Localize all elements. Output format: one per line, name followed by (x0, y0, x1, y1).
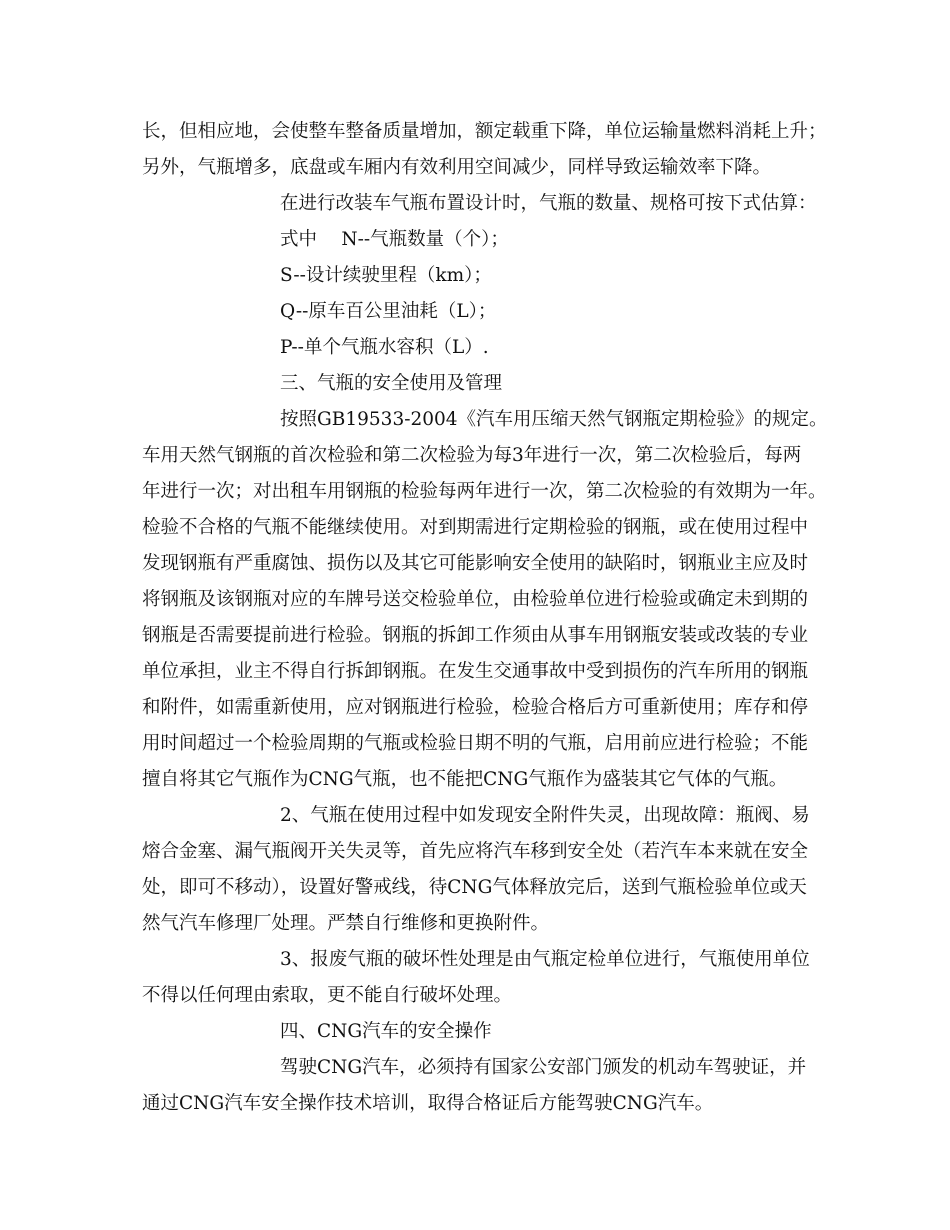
paragraph-line: 通过CNG汽车安全操作技术培训，取得合格证后方能驾驶CNG汽车。 (142, 1093, 714, 1114)
paragraph-line: 处，即可不移动），设置好警戒线，待CNG气体释放完后，送到气瓶检验单位或天 (142, 877, 807, 898)
section-heading: 四、CNG汽车的安全操作 (280, 1021, 492, 1042)
paragraph-line: 单位承担，业主不得自行拆卸钢瓶。在发生交通事故中受到损伤的汽车所用的钢瓶 (142, 661, 809, 682)
paragraph-line: 用时间超过一个检验周期的气瓶或检验日期不明的气瓶，启用前应进行检验；不能 (142, 733, 809, 754)
paragraph-line: 将钢瓶及该钢瓶对应的车牌号送交检验单位，由检验单位进行检验或确定未到期的 (142, 589, 809, 610)
formula-legend-line: P--单个气瓶水容积（L）. (280, 337, 489, 358)
paragraph-line: 发现钢瓶有严重腐蚀、损伤以及其它可能影响安全使用的缺陷时，钢瓶业主应及时 (142, 553, 809, 574)
paragraph-line: 和附件，如需重新使用，应对钢瓶进行检验，检验合格后方可重新使用；库存和停 (142, 697, 809, 718)
paragraph-line: 另外，气瓶增多，底盘或车厢内有效利用空间减少，同样导致运输效率下降。 (142, 157, 772, 178)
paragraph-line: 擅自将其它气瓶作为CNG气瓶，也不能把CNG气瓶作为盛装其它气体的气瓶。 (142, 769, 788, 790)
paragraph-line: 3、报废气瓶的破坏性处理是由气瓶定检单位进行，气瓶使用单位 (280, 949, 810, 970)
paragraph-line: 在进行改装车气瓶布置设计时，气瓶的数量、规格可按下式估算： (280, 193, 817, 214)
paragraph-line: 检验不合格的气瓶不能继续使用。对到期需进行定期检验的钢瓶，或在使用过程中 (142, 517, 809, 538)
formula-legend-line: 式中 N--气瓶数量（个）； (280, 229, 509, 250)
paragraph-line: 2、气瓶在使用过程中如发现安全附件失灵，出现故障：瓶阀、易 (280, 805, 810, 826)
paragraph-line: 车用天然气钢瓶的首次检验和第二次检验为每3年进行一次，第二次检验后，每两 (142, 445, 802, 466)
paragraph-line: 驾驶CNG汽车，必须持有国家公安部门颁发的机动车驾驶证，并 (280, 1057, 807, 1078)
formula-legend-line: S--设计续驶里程（km）； (280, 265, 492, 286)
section-heading: 三、气瓶的安全使用及管理 (280, 373, 503, 394)
paragraph-line: 然气汽车修理厂处理。严禁自行维修和更换附件。 (142, 913, 550, 934)
paragraph-line: 钢瓶是否需要提前进行检验。钢瓶的拆卸工作须由从事车用钢瓶安装或改装的专业 (142, 625, 809, 646)
paragraph-line: 按照GB19533-2004《汽车用压缩天然气钢瓶定期检验》的规定。 (280, 409, 828, 430)
paragraph-line: 不得以任何理由索取，更不能自行破坏处理。 (142, 985, 513, 1006)
paragraph-line: 长，但相应地，会使整车整备质量增加，额定载重下降，单位运输量燃料消耗上升； (142, 121, 827, 142)
formula-legend-line: Q--原车百公里油耗（L）； (280, 301, 497, 322)
paragraph-line: 年进行一次；对出租车用钢瓶的检验每两年进行一次，第二次检验的有效期为一年。 (142, 481, 827, 502)
paragraph-line: 熔合金塞、漏气瓶阀开关失灵等，首先应将汽车移到安全处（若汽车本来就在安全 (142, 841, 809, 862)
